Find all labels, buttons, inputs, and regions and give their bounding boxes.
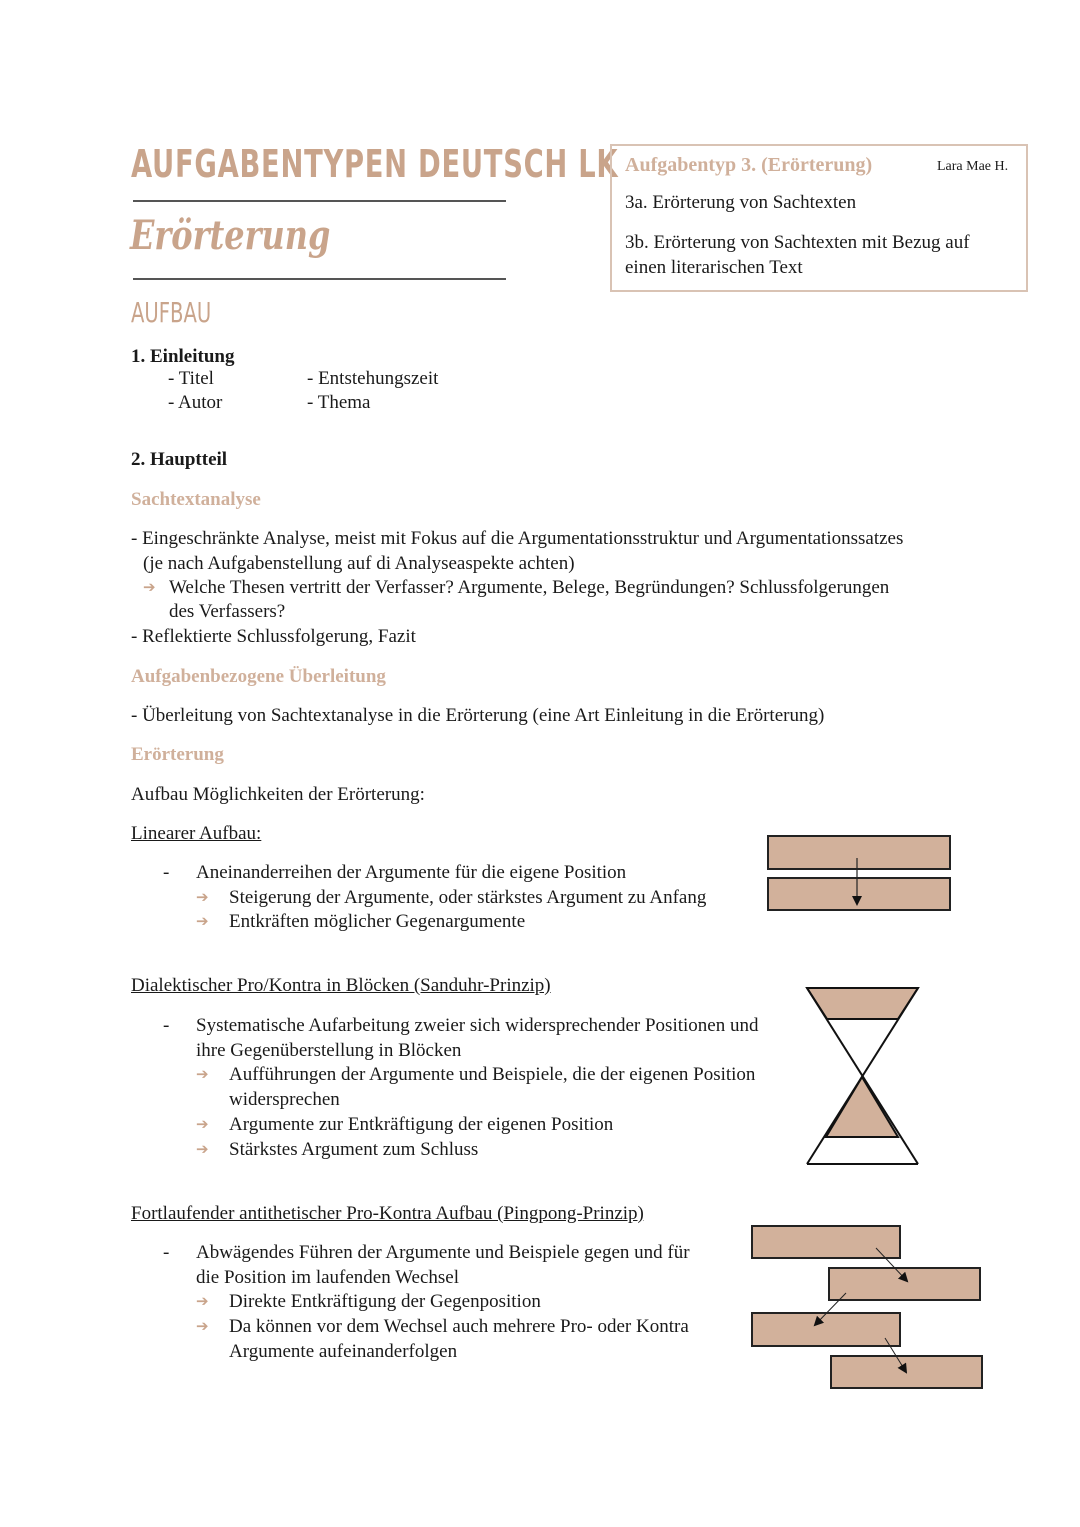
info-item-a: 3a. Erörterung von Sachtexten [625, 192, 857, 213]
list-item: - Thema [307, 392, 371, 413]
argument-block [829, 1268, 980, 1300]
text-line: widersprechen [229, 1089, 340, 1110]
hauptteil-heading: 2. Hauptteil [131, 449, 228, 470]
linear-heading: Linearer Aufbau: [131, 823, 262, 844]
dialektisch-heading: Dialektischer Pro/Kontra in Blöcken (Sanduhr-Prinzip) [131, 975, 551, 996]
text-line: Abwägendes Führen der Argumente und Beispiele gegen und für [196, 1242, 690, 1263]
info-item-b: 3b. Erörterung von Sachtexten mit Bezug auf [625, 232, 970, 253]
text-line: ihre Gegenüberstellung in Blöcken [196, 1040, 462, 1061]
dash: - [163, 1015, 170, 1036]
author-name: Lara Mae H. [937, 159, 1009, 174]
einleitung-heading: 1. Einleitung [131, 346, 235, 367]
text-line: Welche Thesen vertritt der Verfasser? Argumente, Belege, Begründungen? Schlussfolgerungen [169, 577, 890, 598]
section-heading: AUFBAU [131, 296, 212, 329]
argument-block [831, 1356, 982, 1388]
arrow-icon: ➔ [196, 1142, 209, 1158]
text-line: Entkräften möglicher Gegenargumente [229, 911, 526, 932]
linear-diagram [768, 836, 950, 910]
dash: - [163, 862, 170, 883]
info-item-b-cont: einen literarischen Text [625, 257, 803, 278]
argument-block [768, 878, 950, 910]
argument-block [752, 1226, 900, 1258]
list-item: - Autor [168, 392, 223, 413]
page-title: AUFGABENTYPEN DEUTSCH LK [131, 142, 619, 186]
hourglass-diagram [807, 988, 918, 1164]
arrow-icon: ➔ [196, 1294, 209, 1310]
text-line: Direkte Entkräftigung der Gegenposition [229, 1291, 541, 1312]
pingpong-heading: Fortlaufender antithetischer Pro-Kontra Aufbau (Pingpong-Prinzip) [131, 1203, 644, 1224]
text-line: - Eingeschränkte Analyse, meist mit Fokus auf die Argumentationsstruktur und Argumentationssatzes [131, 528, 904, 549]
text-line: (je nach Aufgabenstellung auf di Analyseaspekte achten) [143, 553, 575, 574]
topic-title: Erörterung [130, 212, 331, 259]
text-line: Da können vor dem Wechsel auch mehrere Pro- oder Kontra [229, 1316, 689, 1337]
text-line: Aufführungen der Argumente und Beispiele, die der eigenen Position [229, 1064, 756, 1085]
text-line: Stärkstes Argument zum Schluss [229, 1139, 479, 1160]
list-item: - Titel [168, 368, 214, 389]
eroerterung-heading: Erörterung [131, 744, 224, 765]
arrow-icon: ➔ [143, 580, 156, 596]
text-line: Systematische Aufarbeitung zweier sich widersprechender Positionen und [196, 1015, 759, 1036]
text-line: - Überleitung von Sachtextanalyse in die Erörterung (eine Art Einleitung in die Erörterung) [131, 705, 825, 726]
text-line: Aufbau Möglichkeiten der Erörterung: [131, 784, 425, 805]
text-line: Aneinanderreihen der Argumente für die eigene Position [196, 862, 627, 883]
list-item: - Entstehungszeit [307, 368, 439, 389]
pingpong-diagram [752, 1226, 982, 1388]
text-line: Steigerung der Argumente, oder stärkstes Argument zu Anfang [229, 887, 707, 908]
argument-block [768, 836, 950, 869]
text-line: Argumente zur Entkräftigung der eigenen Position [229, 1114, 614, 1135]
info-box-heading: Aufgabentyp 3. (Erörterung) [625, 154, 873, 176]
arrow-icon: ➔ [196, 914, 209, 930]
argument-block [752, 1313, 900, 1346]
text-line: die Position im laufenden Wechsel [196, 1267, 460, 1288]
arrow-icon: ➔ [196, 1117, 209, 1133]
sachtextanalyse-heading: Sachtextanalyse [131, 489, 261, 510]
arrow-icon: ➔ [196, 1319, 209, 1335]
text-line: - Reflektierte Schlussfolgerung, Fazit [131, 626, 416, 647]
ueberleitung-heading: Aufgabenbezogene Überleitung [131, 666, 386, 687]
dash: - [163, 1242, 170, 1263]
arrow-icon: ➔ [196, 890, 209, 906]
text-line: Argumente aufeinanderfolgen [229, 1341, 458, 1362]
arrow-icon: ➔ [196, 1067, 209, 1083]
text-line: des Verfassers? [169, 601, 286, 622]
